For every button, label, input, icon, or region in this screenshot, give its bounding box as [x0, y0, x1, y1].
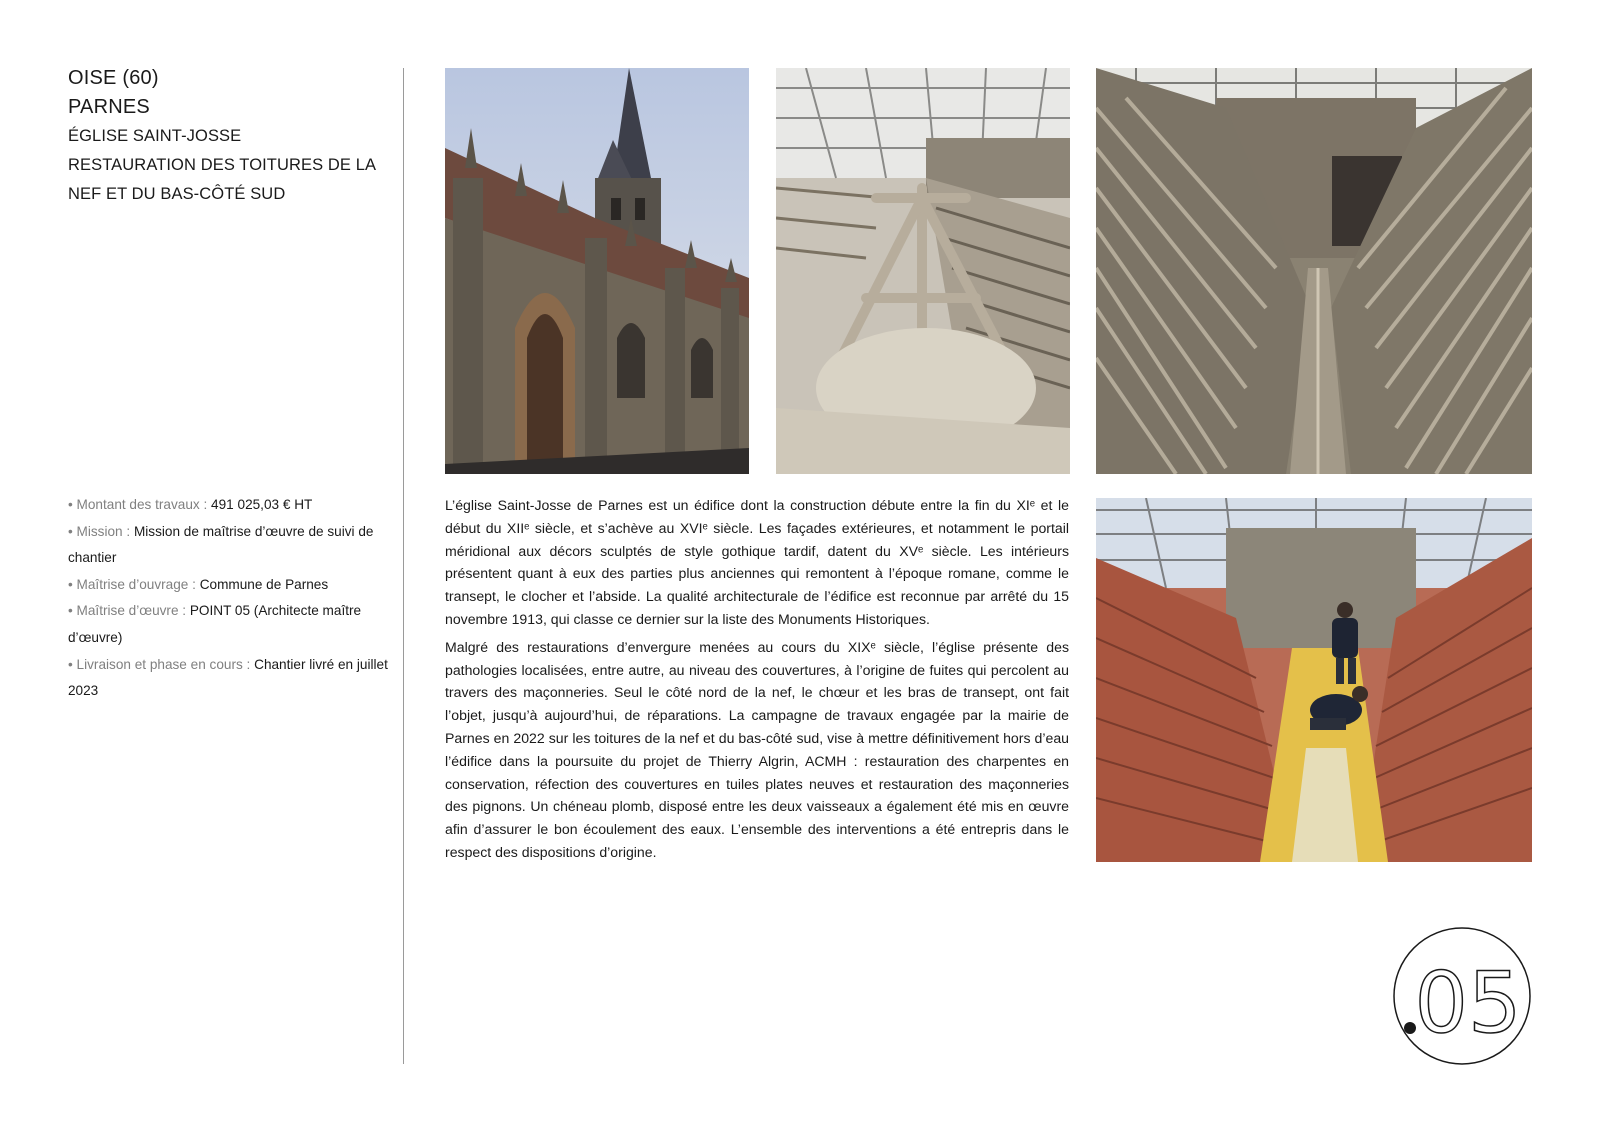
project-facts-list	[68, 492, 388, 705]
town-heading: PARNES	[68, 96, 150, 118]
fact-label: • Mission :	[68, 523, 134, 539]
fact-item	[68, 652, 388, 705]
vertical-divider	[403, 68, 404, 1064]
fact-item	[68, 572, 388, 599]
fact-label: • Maîtrise d’œuvre :	[68, 603, 190, 619]
project-title-block	[68, 64, 388, 209]
project-title-line-2: NEF ET DU BAS-CÔTÉ SUD	[68, 185, 286, 203]
project-description	[445, 494, 1069, 869]
fact-label: • Livraison et phase en cours :	[68, 656, 255, 672]
point-05-logo	[1392, 926, 1532, 1066]
logo-text: 05	[1414, 954, 1522, 1052]
fact-value: 491 025,03 € HT	[211, 497, 313, 512]
fact-item	[68, 492, 388, 519]
fact-value: Chantier livré en juillet 2023	[68, 656, 388, 699]
roof-frame-interior-photo	[776, 68, 1070, 474]
fact-item	[68, 598, 388, 651]
fact-value: Commune de Parnes	[199, 576, 329, 592]
description-paragraph-2: Malgré des restaurations d’envergure menées au cours du XIXᵉ siècle, l’église présente des pathologies localisées, entre autre, au niveau des couvertures, à l’origine de fuites qui percolent au travers des maçonneries. Seul le côté nord de la nef, le chœur et les bras de transept, ont fait l’objet, jusqu’à aujourd’hui, de réparations. La campagne de travaux engagée par la mairie de Parnes en 2022 sur les toitures de la nef et du bas-côté sud, vise à mettre définitivement hors d’eau l’édifice dans la poursuite du projet de Thierry Algrin, ACMH : restauration des charpentes en conservation, réfection des couvertures en tuiles plates neuves et restauration des maçonneries des pignons. Un chéneau plomb, disposé entre les deux vaisseaux a également été mis en œuvre afin d’assurer le bon écoulement des eaux. L’ensemble des interventions a été entrepris dans le respect des dispositions d’origine.	[445, 638, 1069, 860]
project-title-line-1: RESTAURATION DES TOITURES DE LA	[68, 156, 377, 174]
fact-value: POINT 05 (Architecte maître d’œuvre)	[68, 603, 362, 645]
church-exterior-photo	[445, 68, 749, 474]
description-paragraph-1: L’église Saint-Josse de Parnes est un édifice dont la construction débute entre la fin du XIᵉ et le début du XIIᵉ siècle, et s’achève au XVIᵉ siècle. Les façades extérieures, et notamment le portail méridional aux décors sculptés de style gothique tardif, datent du XVᵉ siècle. Les intérieurs présentent quant à eux des parties plus anciennes qui remontent à l’époque romane, comme le transept, le clocher et l’abside. La qualité architecturale de l’édifice est reconnue par arrêté du 15 novembre 1913, qui classe ce dernier sur la liste des Monuments Historiques.	[445, 497, 1069, 627]
fact-item	[68, 519, 388, 572]
department-heading: OISE (60)	[68, 67, 159, 89]
retiled-roof-workers-photo	[1096, 498, 1532, 862]
fact-label: • Maîtrise d’ouvrage :	[68, 576, 200, 592]
fact-label: • Montant des travaux :	[68, 497, 212, 512]
fact-value: Mission de maîtrise d’œuvre de suivi de chantier	[68, 523, 374, 566]
stripped-roof-photo	[1096, 68, 1532, 474]
building-name: ÉGLISE SAINT-JOSSE	[68, 127, 242, 145]
